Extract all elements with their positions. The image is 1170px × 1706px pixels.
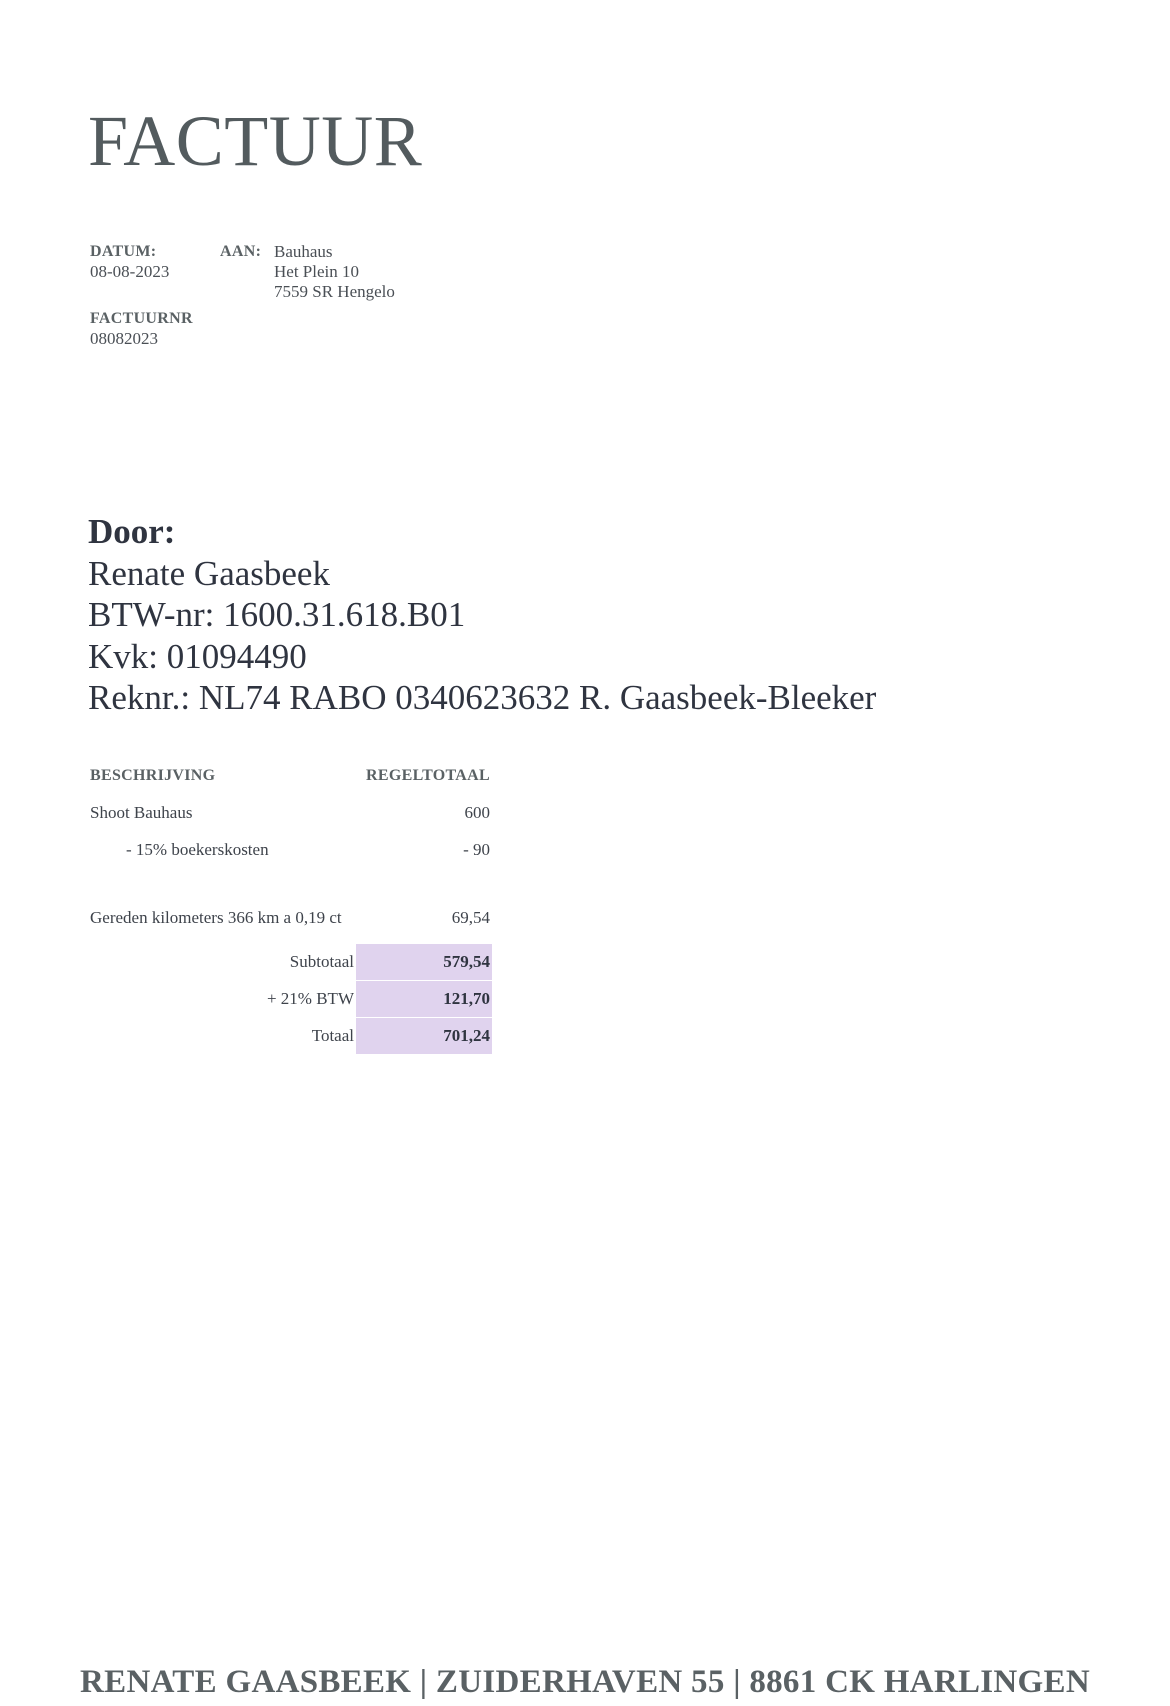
line-amount: 69,54: [451, 908, 490, 927]
line-amount: 600: [464, 803, 490, 822]
table-row: [90, 907, 490, 929]
recipient-street: Het Plein 10: [274, 262, 359, 281]
vat-label: + 21% BTW: [266, 989, 354, 1008]
invoice-number-label: FACTUURNR: [90, 310, 193, 327]
recipient-city: 7559 SR Hengelo: [274, 282, 395, 301]
sender-bank-account: Reknr.: NL74 RABO 0340623632 R. Gaasbeek-Bleeker: [88, 678, 877, 717]
sender-kvk-number: Kvk: 01094490: [88, 636, 307, 676]
total-label: Totaal: [311, 1026, 354, 1045]
line-description: - 15% boekerskosten: [126, 840, 269, 859]
recipient-label: AAN:: [220, 243, 262, 260]
footer-address: RENATE GAASBEEK | ZUIDERHAVEN 55 | 8861 CK HARLINGEN: [80, 1664, 1090, 1700]
recipient-address: [274, 242, 395, 302]
vat-value: 121,70: [356, 981, 492, 1017]
date-label: DATUM:: [90, 243, 157, 260]
sender-block: [88, 511, 876, 719]
table-row: [90, 802, 490, 824]
table-row: [90, 839, 490, 861]
sender-name: Renate Gaasbeek: [88, 553, 330, 593]
sender-vat-number: BTW-nr: 1600.31.618.B01: [88, 595, 466, 634]
table-header-description: BESCHRIJVING: [90, 767, 216, 784]
recipient-name: Bauhaus: [274, 242, 333, 261]
total-value: 701,24: [356, 1018, 492, 1054]
date-block: [90, 242, 169, 282]
invoice-number-block: [90, 309, 193, 349]
line-amount: - 90: [463, 840, 490, 859]
subtotal-row: [90, 944, 492, 980]
total-row: [90, 1018, 492, 1054]
line-description: Gereden kilometers 366 km a 0,19 ct: [90, 908, 342, 927]
vat-row: [90, 981, 492, 1017]
subtotal-label: Subtotaal: [289, 952, 354, 971]
page-title: FACTUUR: [88, 101, 423, 181]
table-header-total: REGELTOTAAL: [366, 767, 490, 784]
invoice-number-value: 08082023: [90, 329, 158, 348]
date-value: 08-08-2023: [90, 262, 170, 281]
sender-heading: Door:: [88, 512, 176, 551]
subtotal-value: 579,54: [356, 944, 492, 980]
line-description: Shoot Bauhaus: [90, 803, 193, 822]
